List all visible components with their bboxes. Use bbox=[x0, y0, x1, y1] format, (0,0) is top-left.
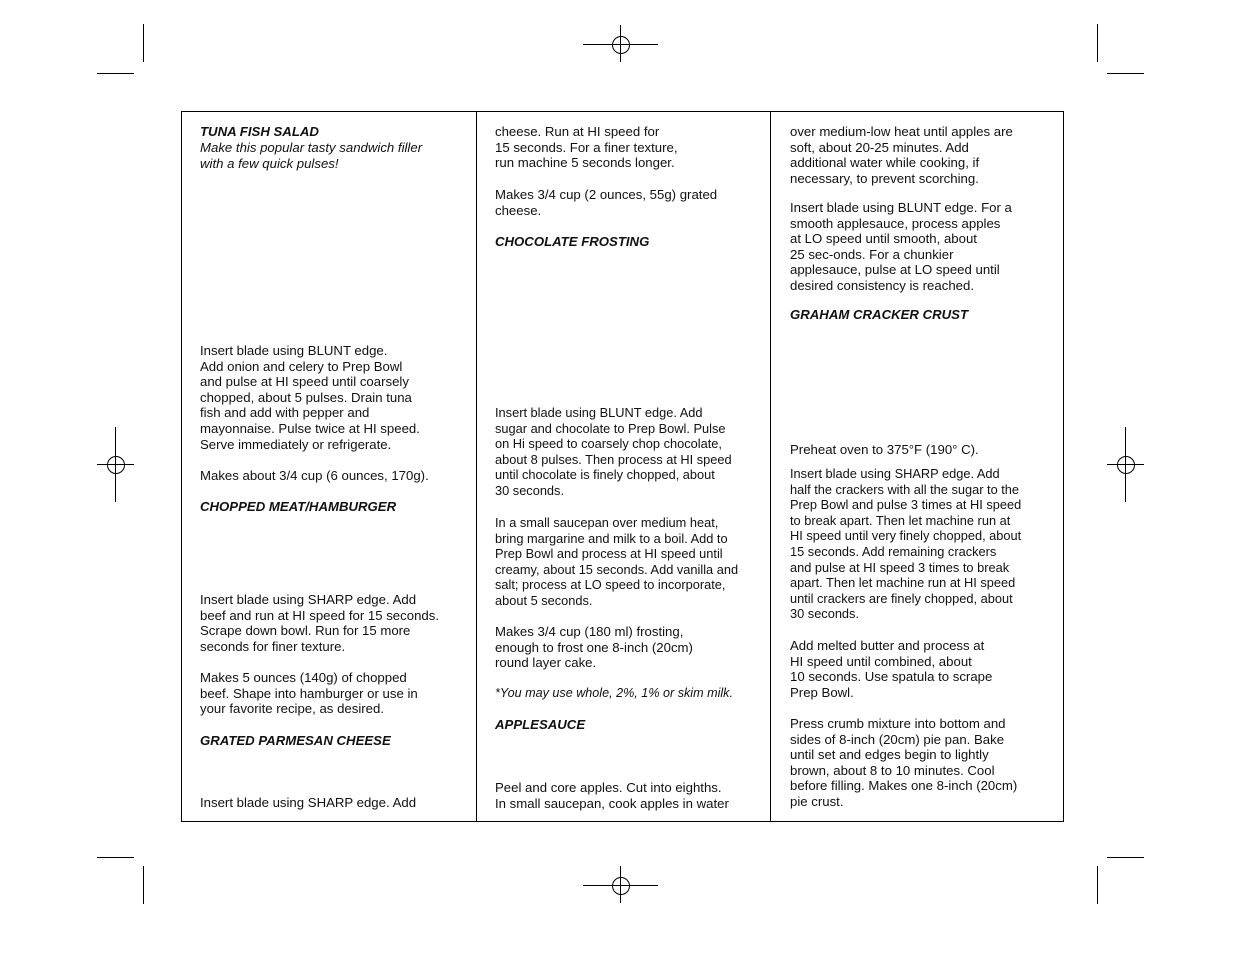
frosting-yield: Makes 3/4 cup (180 ml) frosting, enough to frost one 8-inch (20cm) round layer cake. bbox=[495, 624, 693, 671]
applesauce-start: Peel and core apples. Cut into eighths. In small saucepan, cook apples in water bbox=[495, 780, 729, 811]
column-divider bbox=[476, 111, 477, 822]
crop-mark bbox=[97, 857, 134, 858]
crust-step-3: Press crumb mixture into bottom and sides of 8-inch (20cm) pie pan. Bake until set and edges begin to lightly brown, about 8 to 10 minutes. Cool before filling. Makes one 8-inch (20cm) pie crust. bbox=[790, 716, 1018, 809]
crop-mark bbox=[1107, 73, 1144, 74]
crop-mark bbox=[1107, 857, 1144, 858]
registration-circle bbox=[1117, 456, 1135, 474]
cheese-yield: Makes 3/4 cup (2 ounces, 55g) grated cheese. bbox=[495, 187, 718, 218]
applesauce-continued: over medium-low heat until apples are soft, about 20-25 minutes. Add additional water while cooking, if necessary, to prevent scorching. bbox=[790, 124, 1013, 186]
crop-mark bbox=[97, 73, 134, 74]
frosting-step-1: Insert blade using BLUNT edge. Add sugar and chocolate to Prep Bowl. Pulse on Hi speed to coarsely chop chocolate, about 8 pulses. Then process at HI speed until chocolate is finely chopped, about 30 seconds. bbox=[495, 405, 732, 498]
crop-mark bbox=[1097, 866, 1098, 904]
crust-preheat: Preheat oven to 375°F (190° C). bbox=[790, 442, 979, 457]
applesauce-title: APPLESAUCE bbox=[495, 717, 586, 732]
cheese-start: Insert blade using SHARP edge. Add bbox=[200, 795, 417, 810]
meat-yield: Makes 5 ounces (140g) of chopped beef. Shape into hamburger or use in your favorite recipe, as desired. bbox=[200, 670, 418, 717]
tuna-title: TUNA FISH SALAD bbox=[200, 124, 319, 139]
applesauce-step-2: Insert blade using BLUNT edge. For a smooth applesauce, process apples at LO speed until smooth, about 25 sec-onds. For a chunkier applesauce, pulse at LO speed until desired consistency is reached. bbox=[790, 200, 1012, 293]
registration-circle bbox=[612, 877, 630, 895]
crust-step-2: Add melted butter and process at HI speed until combined, about 10 seconds. Use spatula to scrape Prep Bowl. bbox=[790, 638, 993, 700]
frosting-title: CHOCOLATE FROSTING bbox=[495, 234, 650, 249]
cheese-continued: cheese. Run at HI speed for 15 seconds. For a finer texture, run machine 5 seconds longer. bbox=[495, 124, 678, 171]
registration-circle bbox=[107, 456, 125, 474]
tuna-intro: Make this popular tasty sandwich filler with a few quick pulses! bbox=[200, 140, 423, 171]
frosting-step-2: In a small saucepan over medium heat, bring margarine and milk to a boil. Add to Prep Bowl and process at HI speed until creamy, about 15 seconds. Add vanilla and salt; process at LO speed to incorporate, about 5 seconds. bbox=[495, 515, 739, 608]
registration-circle bbox=[612, 36, 630, 54]
crop-mark bbox=[143, 24, 144, 62]
column-divider bbox=[770, 111, 771, 822]
cheese-title: GRATED PARMESAN CHEESE bbox=[200, 733, 391, 748]
meat-title: CHOPPED MEAT/HAMBURGER bbox=[200, 499, 397, 514]
crust-title: GRAHAM CRACKER CRUST bbox=[790, 307, 969, 322]
meat-steps: Insert blade using SHARP edge. Add beef and run at HI speed for 15 seconds. Scrape down bowl. Run for 15 more seconds for finer texture. bbox=[200, 592, 439, 654]
tuna-steps: Insert blade using BLUNT edge. Add onion and celery to Prep Bowl and pulse at HI speed until coarsely chopped, about 5 pulses. Drain tuna fish and add with pepper and mayonnaise. Pulse twice at HI speed. Serve immediately or refrigerate. bbox=[200, 343, 420, 452]
frosting-note: *You may use whole, 2%, 1% or skim milk. bbox=[495, 686, 733, 700]
crust-step-1: Insert blade using SHARP edge. Add half the crackers with all the sugar to the Prep Bowl and pulse 3 times at HI speed to break apart. Then let machine run at HI speed until very finely chopped, about 15 seconds. Add remaining crackers and pulse at HI speed 3 times to break apart. Then let machine run at HI speed until crackers are finely chopped, about 30 seconds. bbox=[790, 466, 1022, 622]
tuna-yield: Makes about 3/4 cup (6 ounces, 170g). bbox=[200, 468, 429, 483]
crop-mark bbox=[143, 866, 144, 904]
crop-mark bbox=[1097, 24, 1098, 62]
